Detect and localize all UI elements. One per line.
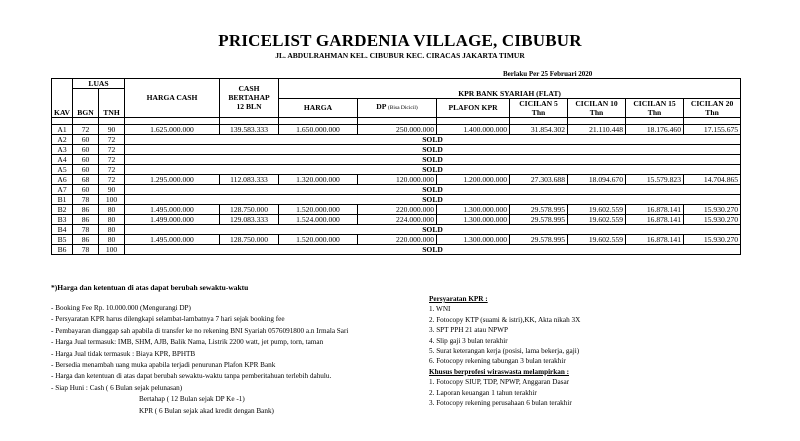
cell-plafon: 1.400.000.000 (437, 124, 510, 134)
price-table-body (52, 117, 741, 254)
cell-cicilan5: 31.854.302 (510, 124, 568, 134)
header-bgn: BGN (73, 89, 99, 118)
cell-bgn: 78 (73, 244, 99, 254)
cell-dp: 224.000.000 (358, 214, 437, 224)
cell-tnh: 80 (99, 234, 125, 244)
cell-bgn: 72 (73, 124, 99, 134)
cell-kav: A2 (52, 134, 73, 144)
cell-harga: 1.524.000.000 (279, 214, 358, 224)
cell-bgn: 86 (73, 214, 99, 224)
cell-tnh: 100 (99, 244, 125, 254)
table-row (52, 134, 741, 144)
cell-kav: B6 (52, 244, 73, 254)
cell-bgn: 60 (73, 154, 99, 164)
cell-cicilan5: 27.303.688 (510, 174, 568, 184)
cell-sold: SOLD (125, 244, 741, 254)
cell-bgn: 78 (73, 194, 99, 204)
cell-harga: 1.520.000.000 (279, 234, 358, 244)
note-item: - Persyaratan KPR harus dilengkapi selambat-lambatnya 7 hari sejak booking fee (51, 315, 285, 324)
cell-cicilan20: 15.930.270 (684, 234, 741, 244)
cell-tnh: 80 (99, 204, 125, 214)
table-row (52, 204, 741, 214)
cell-kav: A5 (52, 164, 73, 174)
entrepreneur-item: 3. Fotocopy rekening perusahaan 6 bulan terakhir (429, 399, 572, 408)
header-cicilan5: CICILAN 5 Thn (510, 98, 568, 117)
table-row (52, 224, 741, 234)
note-item: - Bersedia menambah uang muka apabila terjadi penurunan Plafon KPR Bank (51, 361, 276, 370)
cell-harga: 1.520.000.000 (279, 204, 358, 214)
header-harga-cash: HARGA CASH (125, 79, 220, 118)
note-item: - Harga Jual tidak termasuk : Biaya KPR, BPHTB (51, 349, 196, 358)
header-cash-bertahap: CASH BERTAHAP 12 BLN (220, 79, 279, 118)
header-harga: HARGA (279, 98, 358, 117)
requirement-item: 2. Fotocopy KTP (suami & istri),KK, Akta nikah 3X (429, 315, 581, 324)
note-item-indent: Bertahap ( 12 Bulan sejak DP Ke -1) (139, 395, 245, 404)
cell-plafon: 1.300.000.000 (437, 214, 510, 224)
table-row (52, 234, 741, 244)
cell-cash-bertahap: 112.083.333 (220, 174, 279, 184)
header-dp: DP (Bisa Dicicil) (358, 98, 437, 117)
cell-bgn: 78 (73, 224, 99, 234)
cell-harga-cash: 1.495.000.000 (125, 234, 220, 244)
cell-kav: A6 (52, 174, 73, 184)
cell-kav: B5 (52, 234, 73, 244)
cell-sold: SOLD (125, 164, 741, 174)
page-title: PRICELIST GARDENIA VILLAGE, CIBUBUR (218, 31, 582, 50)
cell-harga: 1.320.000.000 (279, 174, 358, 184)
cell-bgn: 86 (73, 204, 99, 214)
cell-kav: A1 (52, 124, 73, 134)
cell-tnh: 80 (99, 214, 125, 224)
cell-kav: B1 (52, 194, 73, 204)
cell-cicilan20: 15.930.270 (684, 214, 741, 224)
cell-cicilan10: 19.602.559 (568, 234, 626, 244)
table-row (52, 124, 741, 134)
entrepreneur-requirements-title: Khusus berprofesi wiraswasta melampirkan : (429, 367, 570, 376)
requirement-item: 3. SPT PPH 21 atau NPWP (429, 326, 508, 335)
cell-sold: SOLD (125, 134, 741, 144)
table-row (52, 164, 741, 174)
cell-harga-cash: 1.295.000.000 (125, 174, 220, 184)
note-item-indent: KPR ( 6 Bulan sejak akad kredit dengan Bank) (139, 406, 274, 415)
cell-tnh: 100 (99, 194, 125, 204)
cell-kav: B4 (52, 224, 73, 234)
note-item: - Siap Huni : Cash ( 6 Bulan sejak pelunasan) (51, 383, 183, 392)
cell-dp: 220.000.000 (358, 204, 437, 214)
cell-cicilan20: 17.155.675 (684, 124, 741, 134)
cell-dp: 120.000.000 (358, 174, 437, 184)
cell-cicilan15: 16.878.141 (626, 214, 684, 224)
cell-cicilan5: 29.578.995 (510, 204, 568, 214)
cell-tnh: 72 (99, 174, 125, 184)
cell-cicilan5: 29.578.995 (510, 214, 568, 224)
requirement-item: 6. Fotocopy rekening tabungan 3 bulan terakhir (429, 357, 566, 366)
table-row (52, 244, 741, 254)
requirement-item: 4. Slip gaji 3 bulan terakhir (429, 336, 508, 345)
note-item: - Pembayaran dianggap sah apabila di transfer ke no rekening BNI Syariah 0576091800 a.n Irmala Sari (51, 326, 349, 335)
cell-cicilan10: 19.602.559 (568, 204, 626, 214)
cell-cash-bertahap: 128.750.000 (220, 234, 279, 244)
cell-tnh: 90 (99, 124, 125, 134)
cell-tnh: 72 (99, 154, 125, 164)
cell-tnh: 90 (99, 184, 125, 194)
notes-list (51, 303, 431, 417)
cell-sold: SOLD (125, 154, 741, 164)
cell-dp: 250.000.000 (358, 124, 437, 134)
cell-sold: SOLD (125, 194, 741, 204)
table-row (52, 144, 741, 154)
cell-cash-bertahap: 128.750.000 (220, 204, 279, 214)
cell-tnh: 80 (99, 224, 125, 234)
cell-dp: 220.000.000 (358, 234, 437, 244)
cell-cicilan5: 29.578.995 (510, 234, 568, 244)
cell-plafon: 1.300.000.000 (437, 234, 510, 244)
cell-cicilan15: 18.176.460 (626, 124, 684, 134)
cell-harga: 1.650.000.000 (279, 124, 358, 134)
requirement-item: 5. Surat keterangan kerja (posisi, lama bekerja, gaji) (429, 347, 580, 356)
table-row (52, 174, 741, 184)
footnote: *)Harga dan ketentuan di atas dapat berubah sewaktu-waktu (51, 283, 249, 292)
cell-cicilan20: 14.704.865 (684, 174, 741, 184)
table-row (52, 194, 741, 204)
table-row (52, 184, 741, 194)
table-row (52, 214, 741, 224)
cell-tnh: 72 (99, 164, 125, 174)
spacer-row (52, 117, 741, 124)
valid-date: Berlaku Per 25 Februari 2020 (503, 70, 593, 78)
header-kpr (279, 79, 741, 89)
cell-cicilan10: 21.110.448 (568, 124, 626, 134)
cell-cicilan10: 18.094.670 (568, 174, 626, 184)
header-cicilan15: CICILAN 15 Thn (626, 98, 684, 117)
cell-cash-bertahap: 139.583.333 (220, 124, 279, 134)
note-item: - Harga Jual termasuk: IMB, SHM, AJB, Balik Nama, Listrik 2200 watt, jet pump, torn, taman (51, 338, 324, 347)
cell-sold: SOLD (125, 224, 741, 234)
address-subtitle: JL. ABDULRAHMAN KEL. CIBUBUR KEC. CIRACAS JAKARTA TIMUR (275, 51, 525, 60)
requirement-item: 1. WNI (429, 305, 451, 314)
cell-cicilan15: 15.579.823 (626, 174, 684, 184)
cell-harga-cash: 1.625.000.000 (125, 124, 220, 134)
cell-bgn: 68 (73, 174, 99, 184)
cell-plafon: 1.300.000.000 (437, 204, 510, 214)
header-cicilan10: CICILAN 10 Thn (568, 98, 626, 117)
kpr-requirements-title: Persyaratan KPR : (429, 295, 488, 303)
entrepreneur-item: 2. Laporan keuangan 1 tahun terakhir (429, 388, 537, 397)
note-item: - Harga dan ketentuan di atas dapat berubah sewaktu-waktu tanpa pemberitahuan terlebih dahulu. (51, 372, 332, 381)
cell-kav: A3 (52, 144, 73, 154)
price-table (51, 78, 741, 255)
cell-cicilan10: 19.602.559 (568, 214, 626, 224)
header-luas: LUAS (73, 79, 125, 89)
cell-kav: A7 (52, 184, 73, 194)
note-item: - Booking Fee Rp. 10.000.000 (Mengurangi DP) (51, 304, 191, 312)
header-tnh: TNH (99, 89, 125, 118)
cell-kav: A4 (52, 154, 73, 164)
header-cicilan20: CICILAN 20 Thn (684, 98, 741, 117)
cell-plafon: 1.200.000.000 (437, 174, 510, 184)
cell-harga-cash: 1.499.000.000 (125, 214, 220, 224)
cell-bgn: 60 (73, 184, 99, 194)
requirements-column (429, 294, 759, 408)
cell-tnh: 72 (99, 134, 125, 144)
cell-cicilan15: 16.878.141 (626, 234, 684, 244)
header-kav: KAV (52, 79, 73, 118)
header-kpr-bank: KPR BANK SYARIAH (FLAT) (279, 89, 741, 99)
cell-kav: B3 (52, 214, 73, 224)
cell-cicilan15: 16.878.141 (626, 204, 684, 214)
cell-bgn: 60 (73, 134, 99, 144)
header-plafon: PLAFON KPR (437, 98, 510, 117)
cell-harga-cash: 1.495.000.000 (125, 204, 220, 214)
cell-bgn: 60 (73, 164, 99, 174)
cell-cash-bertahap: 129.083.333 (220, 214, 279, 224)
cell-sold: SOLD (125, 144, 741, 154)
cell-kav: B2 (52, 204, 73, 214)
table-row (52, 154, 741, 164)
cell-cicilan20: 15.930.270 (684, 204, 741, 214)
cell-tnh: 72 (99, 144, 125, 154)
entrepreneur-item: 1. Fotocopy SIUP, TDP, NPWP, Anggaran Dasar (429, 378, 570, 387)
cell-bgn: 60 (73, 144, 99, 154)
cell-sold: SOLD (125, 184, 741, 194)
cell-bgn: 86 (73, 234, 99, 244)
